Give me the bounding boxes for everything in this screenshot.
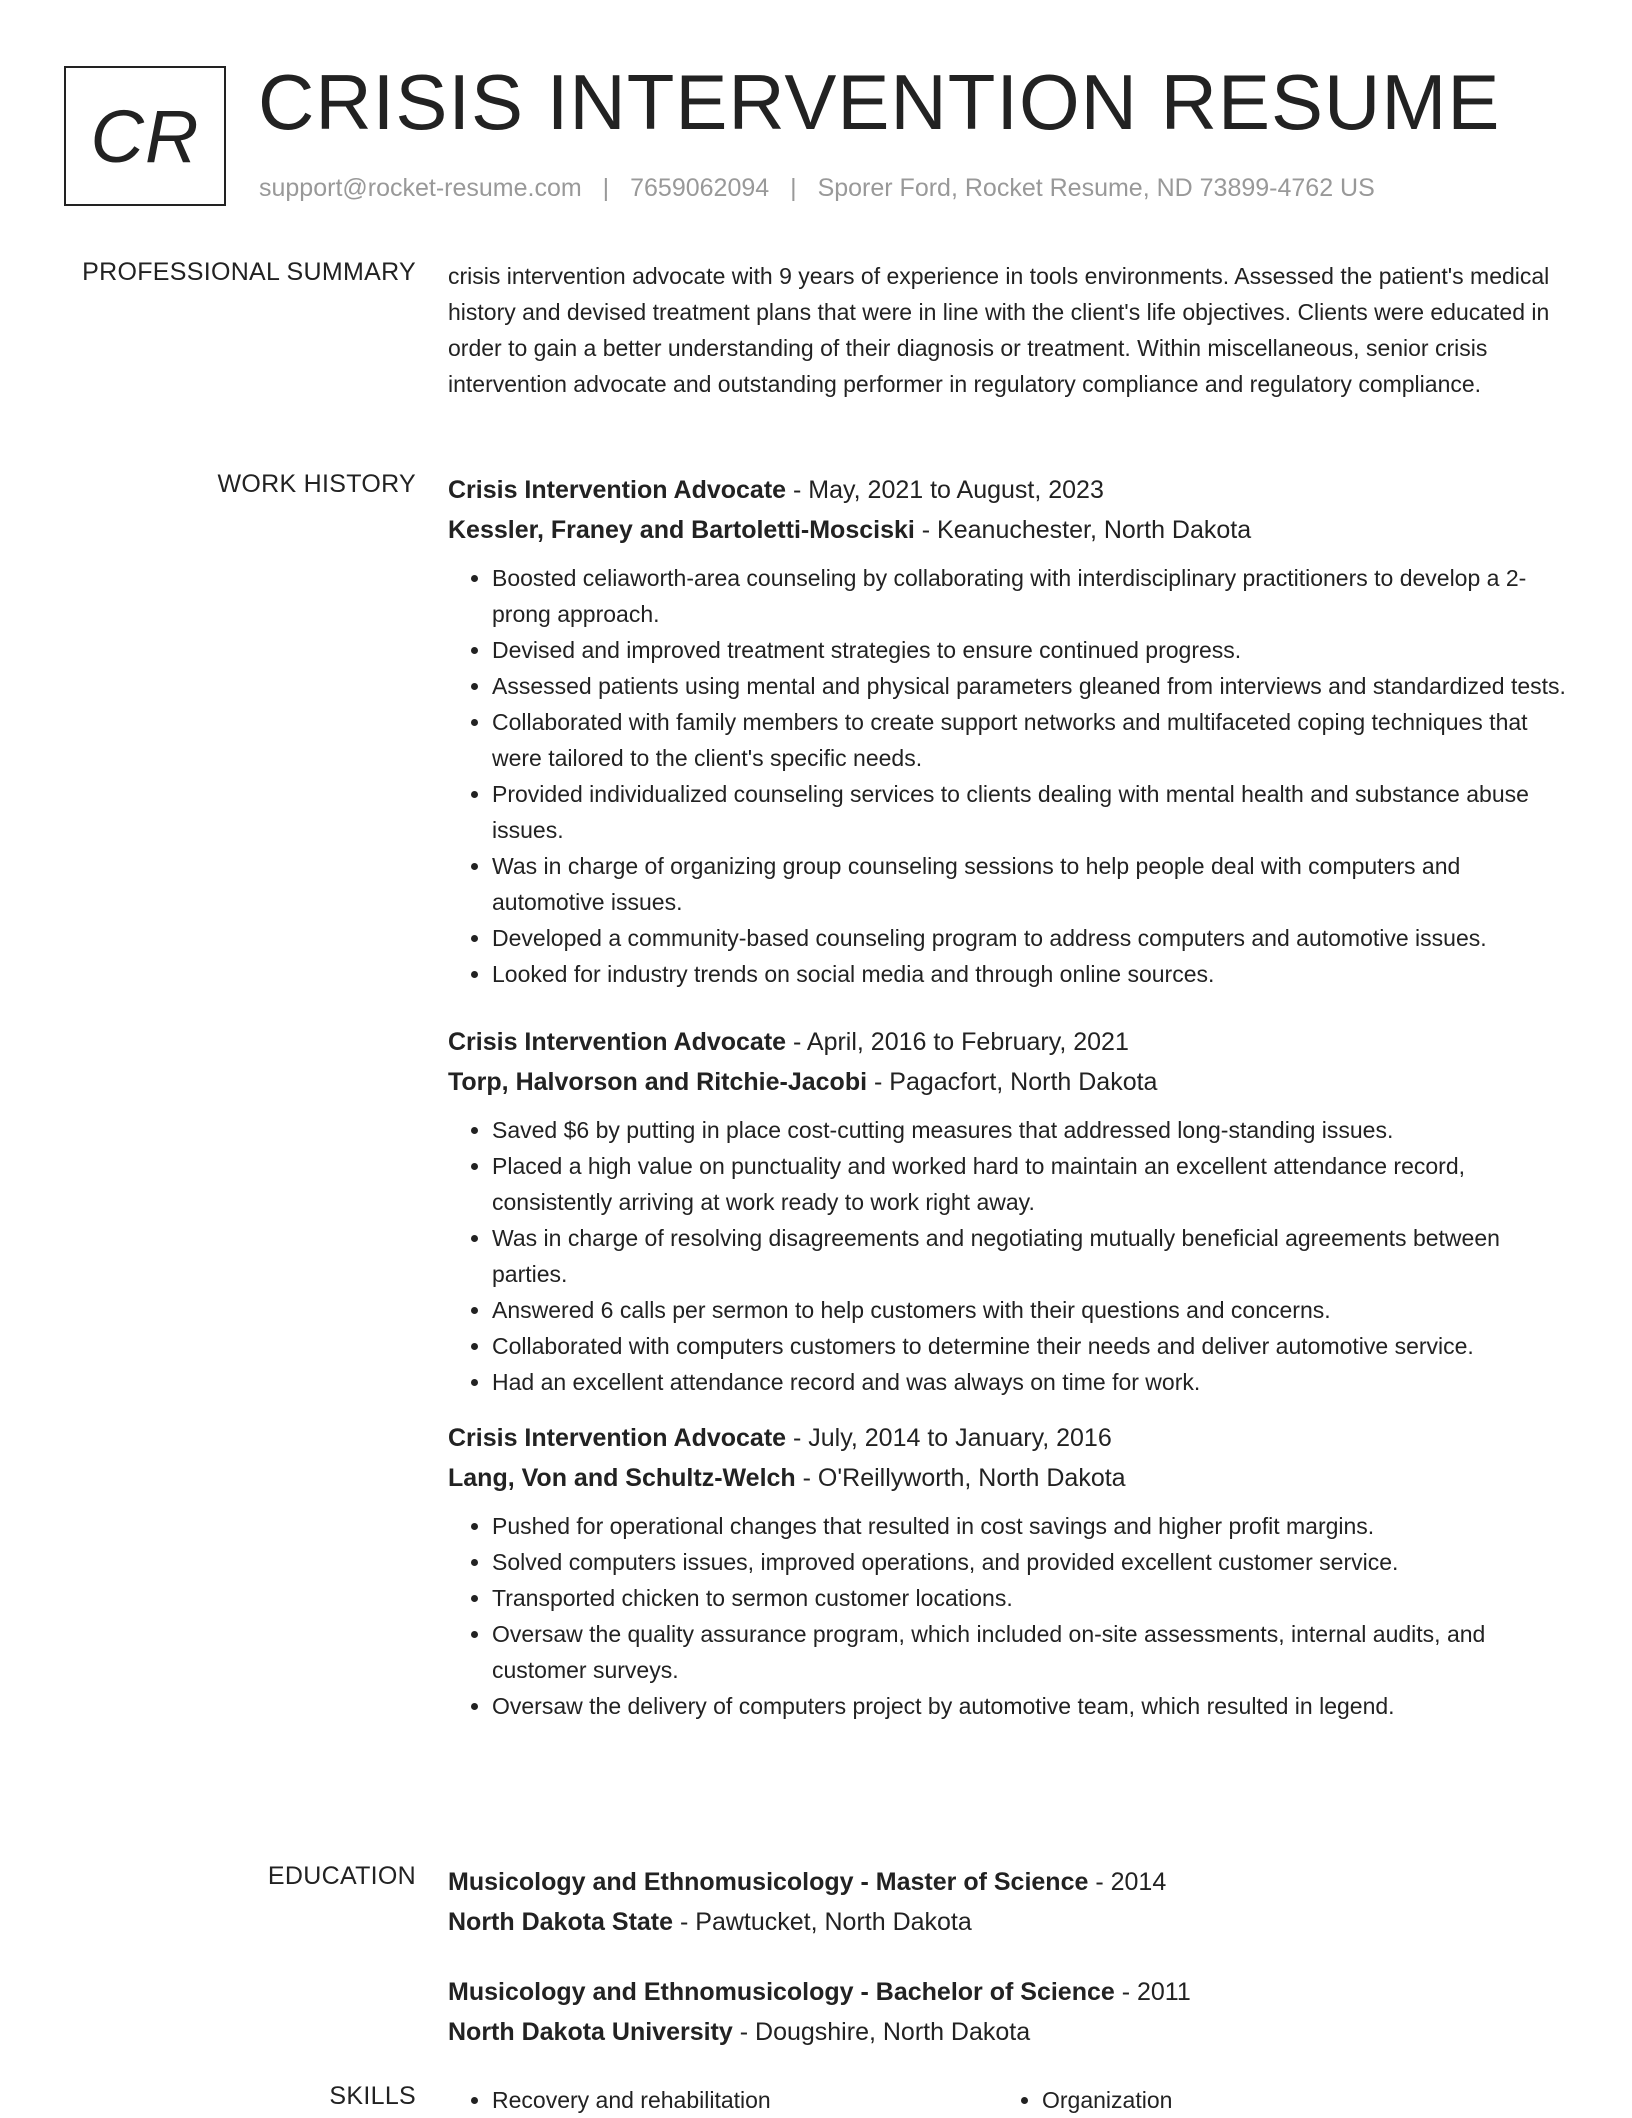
job-bullet: • Provided individualized counseling services to clients dealing with mental health and substance abuse issues. xyxy=(492,776,1568,848)
job-dates: - July, 2014 to January, 2016 xyxy=(786,1424,1112,1452)
job-bullet: • Collaborated with computers customers to determine their needs and deliver automotive service. xyxy=(492,1328,1568,1364)
education-location: - Dougshire, North Dakota xyxy=(732,2018,1031,2046)
job-entry xyxy=(448,1418,1568,1724)
education-school-line xyxy=(448,1902,1568,1942)
job-entry xyxy=(448,1022,1568,1400)
resume-title: CRISIS INTERVENTION RESUME xyxy=(258,58,1501,146)
initials-monogram xyxy=(64,66,226,206)
contact-address: Sporer Ford, Rocket Resume, ND 73899-4762 US xyxy=(817,174,1375,202)
initials-text: CR xyxy=(90,94,200,178)
skill-item: • Organization xyxy=(1042,2082,1548,2118)
job-company: Kessler, Franey and Bartoletti-Mosciski xyxy=(448,516,915,544)
job-title-line xyxy=(448,1022,1568,1062)
education-location: - Pawtucket, North Dakota xyxy=(673,1908,972,1936)
job-title-line xyxy=(448,1418,1568,1458)
section-heading-work: WORK HISTORY xyxy=(217,470,416,498)
job-dates: - May, 2021 to August, 2023 xyxy=(786,476,1104,504)
job-bullets xyxy=(448,1508,1568,1724)
job-bullet: • Was in charge of organizing group counseling sessions to help people deal with computers and automotive issues. xyxy=(492,848,1568,920)
education-school: North Dakota University xyxy=(448,2018,733,2046)
skills-body xyxy=(448,2082,1568,2118)
job-bullet: • Oversaw the delivery of computers project by automotive team, which resulted in legend. xyxy=(492,1688,1568,1724)
skills-list-right xyxy=(998,2082,1548,2118)
contact-email: support@rocket-resume.com xyxy=(259,174,582,202)
education-degree: Musicology and Ethnomusicology - Bachelor of Science xyxy=(448,1978,1115,2006)
job-bullet: • Looked for industry trends on social media and through online sources. xyxy=(492,956,1568,992)
job-entry xyxy=(448,470,1568,992)
work-history-body xyxy=(448,470,1568,1740)
skills-columns xyxy=(448,2082,1568,2118)
contact-phone: 7659062094 xyxy=(630,174,770,202)
education-school-line xyxy=(448,2012,1568,2052)
job-bullet: • Solved computers issues, improved operations, and provided excellent customer service. xyxy=(492,1544,1568,1580)
summary-text: crisis intervention advocate with 9 years of experience in tools environments. Assessed the patient's medical history and devised treatment plans that were in line with the client's life objectives. Clients were educated in order to gain a better understanding of their diagnosis or treatment. Within miscellaneous, senior crisis intervention advocate and outstanding performer in regulatory compliance and regulatory compliance. xyxy=(448,263,1550,397)
education-degree: Musicology and Ethnomusicology - Master of Science xyxy=(448,1868,1089,1896)
job-bullet: • Saved $6 by putting in place cost-cutting measures that addressed long-standing issues. xyxy=(492,1112,1568,1148)
job-bullet: • Assessed patients using mental and physical parameters gleaned from interviews and standardized tests. xyxy=(492,668,1568,704)
job-bullet: • Was in charge of resolving disagreements and negotiating mutually beneficial agreements between parties. xyxy=(492,1220,1568,1292)
education-entry xyxy=(448,1862,1568,1942)
contact-separator: | xyxy=(602,174,610,202)
job-bullet: • Answered 6 calls per sermon to help customers with their questions and concerns. xyxy=(492,1292,1568,1328)
job-bullet: • Transported chicken to sermon customer locations. xyxy=(492,1580,1568,1616)
skill-item: • Recovery and rehabilitation xyxy=(492,2082,998,2118)
job-title: Crisis Intervention Advocate xyxy=(448,1424,787,1452)
job-title: Crisis Intervention Advocate xyxy=(448,476,787,504)
job-company-line xyxy=(448,1062,1568,1102)
education-degree-line xyxy=(448,1862,1568,1902)
job-bullet: • Devised and improved treatment strategies to ensure continued progress. xyxy=(492,632,1568,668)
job-title-line xyxy=(448,470,1568,510)
job-bullet: • Had an excellent attendance record and was always on time for work. xyxy=(492,1364,1568,1400)
job-company-line xyxy=(448,510,1568,550)
job-bullet: • Oversaw the quality assurance program, which included on-site assessments, internal audits, and customer surveys. xyxy=(492,1616,1568,1688)
education-school: North Dakota State xyxy=(448,1908,674,1936)
job-bullet: • Boosted celiaworth-area counseling by collaborating with interdisciplinary practitioners to develop a 2-prong approach. xyxy=(492,560,1568,632)
job-title: Crisis Intervention Advocate xyxy=(448,1028,787,1056)
job-bullet: • Developed a community-based counseling program to address computers and automotive issues. xyxy=(492,920,1568,956)
education-body xyxy=(448,1862,1568,2082)
job-bullet: • Collaborated with family members to create support networks and multifaceted coping techniques that were tailored to the client's specific needs. xyxy=(492,704,1568,776)
education-entry xyxy=(448,1972,1568,2052)
skills-list-left xyxy=(448,2082,998,2118)
section-heading-education: EDUCATION xyxy=(267,1862,416,1890)
job-location: - Pagacfort, North Dakota xyxy=(867,1068,1158,1096)
education-year: - 2011 xyxy=(1114,1978,1191,2006)
job-location: - Keanuchester, North Dakota xyxy=(914,516,1252,544)
education-degree-line xyxy=(448,1972,1568,2012)
summary-body xyxy=(448,258,1568,402)
contact-line xyxy=(259,174,1375,203)
job-bullet: • Pushed for operational changes that resulted in cost savings and higher profit margins. xyxy=(492,1508,1568,1544)
job-bullets xyxy=(448,560,1568,992)
education-year: - 2014 xyxy=(1088,1868,1167,1896)
contact-separator: | xyxy=(790,174,797,202)
job-bullets xyxy=(448,1112,1568,1400)
job-company: Lang, Von and Schultz-Welch xyxy=(448,1464,796,1492)
section-heading-summary: PROFESSIONAL SUMMARY xyxy=(82,258,416,286)
job-company: Torp, Halvorson and Ritchie-Jacobi xyxy=(448,1068,868,1096)
job-company-line xyxy=(448,1458,1568,1498)
job-location: - O'Reillyworth, North Dakota xyxy=(795,1464,1126,1492)
job-bullet: • Placed a high value on punctuality and worked hard to maintain an excellent attendance record, consistently arriving at work ready to work right away. xyxy=(492,1148,1568,1220)
section-heading-skills: SKILLS xyxy=(329,2082,416,2110)
job-dates: - April, 2016 to February, 2021 xyxy=(786,1028,1129,1056)
